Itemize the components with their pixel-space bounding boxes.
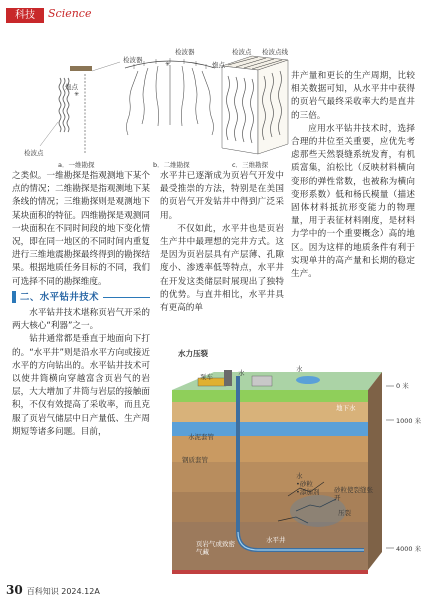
diagram-2d bbox=[125, 58, 215, 135]
label-geophone-point-a: 检波点 bbox=[24, 149, 44, 157]
section-title-en: Science bbox=[48, 7, 92, 20]
label-depth-4000: 4000 米 bbox=[396, 545, 422, 553]
label-geophone-b: 检波器 bbox=[175, 48, 195, 56]
label-shot-point-c: 炮点 bbox=[212, 61, 225, 69]
label-geophone-point-c: 检波点 bbox=[232, 48, 252, 56]
label-shot-a: 炮点 bbox=[65, 83, 78, 91]
label-fracture-note: 砂粒使裂缝张开 bbox=[334, 486, 373, 502]
label-shale-reservoir: 页岩气或致密气藏 bbox=[196, 540, 235, 556]
label-pump-truck: 泵车 bbox=[200, 373, 213, 381]
page-footer bbox=[6, 583, 100, 597]
label-fracture: 压裂 bbox=[338, 509, 351, 517]
paragraph-well-location: 应用水平钻井技术时，选择合理的井位至关重要，应优先考虑那些天然裂缝系统发育，有机质富集，泊松比（反映材料横向变形的弹性常数，也被称为横向变形系数）低和杨氏模量（描述固体材料抵抗形变能力的物理量，用于表征材料刚度，是材料力学中的一个重要概念）高的地区。因为这样的地质条件有利于实现单井的高产量和长期的稳定生产。 bbox=[291, 123, 415, 280]
column-right bbox=[291, 70, 415, 281]
label-geophone-a: 检波器 bbox=[123, 56, 143, 64]
label-hydraulic-fracturing: 水力压裂 bbox=[178, 349, 208, 358]
label-water-right: 水 bbox=[296, 365, 303, 373]
paragraph-horizontal-desc: 钻井通常都是垂直于地面向下打的。“水平井”则是沿水平方向或接近水平的方向钻出的。水平钻井技术可以使井筒横向穿越富含页岩气的岩层，大大增加了井筒与岩层的接触面积，不仅有效提高了采收率，而且克服了页岩气储层中日产量低、生产周期短等诸多问题。目前， bbox=[12, 334, 150, 437]
label-sand-water: 水 bbox=[296, 472, 303, 480]
label-depth-0: 0 米 bbox=[396, 382, 409, 390]
column-middle bbox=[160, 170, 284, 315]
paragraph-horizontal-popular: 水平井已逐渐成为页岩气开发中最受推崇的方法，特别是在美国的页岩气开发钻井中得到广泛采用。 bbox=[160, 171, 284, 221]
page-number: 30 bbox=[6, 583, 23, 597]
diagram-1d bbox=[59, 62, 120, 154]
label-water-top: 水 bbox=[238, 369, 245, 377]
paragraph-horizontal-intro: 水平钻井技术堪称页岩气开采的两大核心“利器”之一。 bbox=[12, 308, 150, 332]
caption-1d: a．一维勘探 bbox=[58, 161, 95, 169]
label-groundwater: 地下水 bbox=[336, 404, 356, 412]
label-steel-casing: 钢质套管 bbox=[182, 456, 208, 464]
diagram-3d bbox=[222, 56, 288, 154]
svg-text:✳: ✳ bbox=[74, 91, 80, 98]
label-depth-1000: 1000 米 bbox=[396, 417, 422, 425]
label-sand-list: •砂粒 •添加剂 bbox=[296, 480, 320, 496]
section-heading bbox=[12, 291, 150, 304]
paragraph-recovery-rate: 井产量和更长的生产周期，比较相关数据可知，从水平井中获得的页岩气最终采收率大约是直井的三倍。 bbox=[291, 71, 415, 121]
paragraph-exploration-dimensions: 之类似。一维勘探是指观测地下某个点的情况；二维勘探是指观测地下某条线的情况；三维勘探则是观测地下某块面积的特征。四维勘探是观测同一块面积在不同时间段的地下变化情况，即在同一地区的不同时间内重复进行三维地震勘探最终得到的勘探结果。根据地质任务目标的不同，我们可选择不同的勘探维度。 bbox=[12, 171, 150, 287]
paragraph-horizontal-ideal: 不仅如此，水平井也是页岩生产井中最理想的完井方式。这是因为页岩层具有产层薄、孔隙度小、渗透率低等特点，水平井在开发这类储层时展现出了独特的优势。与直井相比，水平井具有更高的单 bbox=[160, 223, 284, 314]
section-title: 二、水平钻井技术 bbox=[20, 291, 100, 303]
caption-2d: b．二维勘探 bbox=[153, 161, 190, 169]
svg-text:✳: ✳ bbox=[165, 61, 171, 68]
label-horizontal-well: 水平井 bbox=[266, 536, 286, 544]
section-tag: 科技 bbox=[6, 8, 44, 23]
label-geophone-line-c: 检波点线 bbox=[262, 48, 288, 56]
journal-issue: 百科知识 2024.12A bbox=[26, 587, 100, 596]
caption-3d: c．三维勘探 bbox=[232, 161, 269, 169]
column-left bbox=[12, 170, 150, 439]
label-cement-casing: 水泥套管 bbox=[188, 433, 214, 441]
